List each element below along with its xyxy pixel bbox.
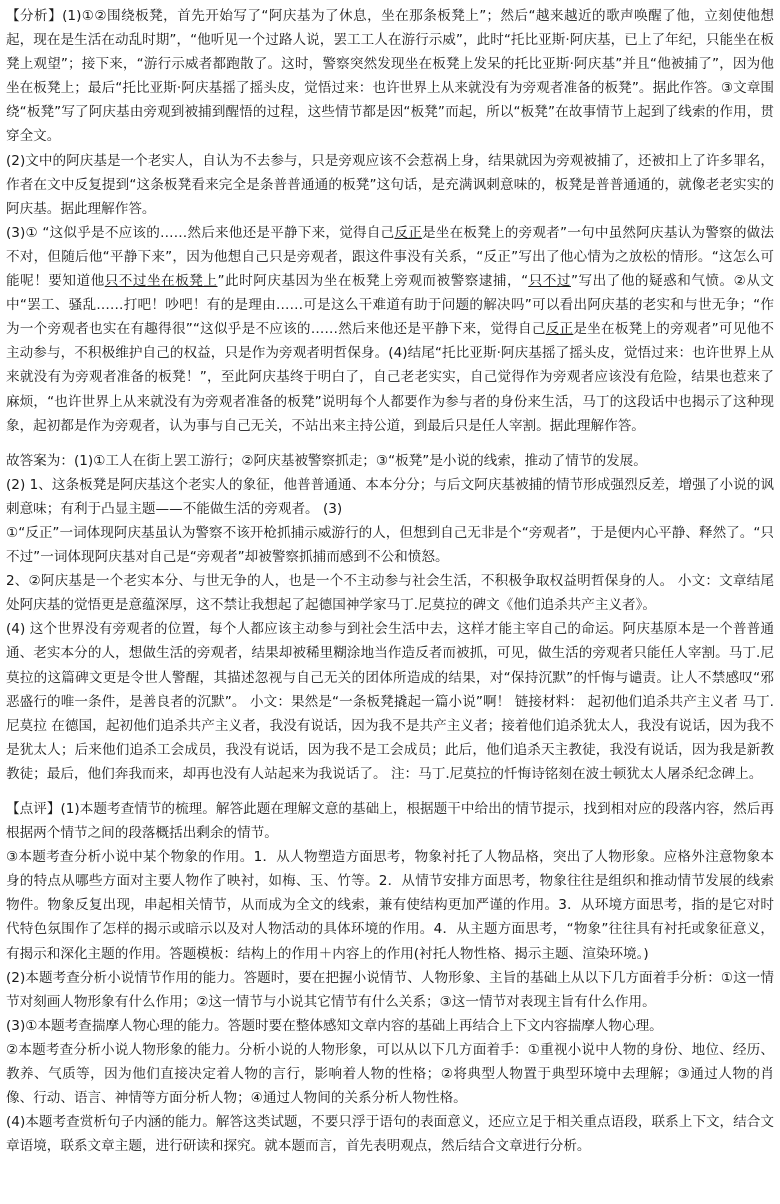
- analysis-paragraph-1: 【分析】(1)①②围绕板凳，首先开始写了“阿庆基为了休息，坐在那条板凳上”；然后“越来越近的歌声唤醒了他，立刻使他想起，现在是生活在动乱时期”，“他听见一个过路人说，罢工工人在游行示威”，此时“托比亚斯·阿庆基，已上了年纪，只能坐在板凳上观望”；接下来，“游行示威者都跑散了。这时，警察突然发现坐在板凳上发呆的托比亚斯·阿庆基”并且“他被捕了”，因为他坐在板凳上；最后“托比亚斯·阿庆基摇了摇头皮，觉悟过来：也许世界上从来就没有为旁观者准备的板凳”。据此作答。③文章围绕“板凳”写了阿庆基由旁观到被捕到醒悟的过程，这些情节都是因“板凳”而起，所以“板凳”在故事情节上起到了线索的作用，贯穿全文。: [6, 8, 774, 145]
- underlined-phrase: 只不过坐在板凳上: [104, 273, 218, 290]
- commentary-paragraph-1: 【点评】(1)本题考查情节的梳理。解答此题在理解文意的基础上，根据题干中给出的情节提示，找到相对应的段落内容，然后再根据两个情节之间的段落概括出剩余的情节。: [6, 801, 774, 842]
- answer-paragraph-2: (2) 1、这条板凳是阿庆基这个老实人的象征，他普普通通、本本分分；与后文阿庆基被捕的情节形成强烈反差，增强了小说的讽刺意味；有利于凸显主题——不能做生活的旁观者。 (3): [6, 476, 774, 517]
- underlined-word: 反正: [394, 224, 422, 241]
- text-segment: ”此时阿庆基因为坐在板凳上旁观而被警察逮捕，“: [217, 273, 529, 290]
- analysis-section: [6, 4, 774, 438]
- text-segment: (3)① “这似乎是不应该的……然后来他还是平静下来，觉得自己: [6, 224, 395, 241]
- text-segment: ”写出了他的疑惑和气愤。②从文中“罢工、骚乱……打吧！吵吧！有的是理由……可是这么干难道有助于问题的解决吗”可以看出阿庆基的老实和与世无争；“作为一个旁观者也实在有趣得很”“这似乎是不应该的……然后来他还是平静下来，觉得自己: [6, 273, 775, 338]
- commentary-paragraph-2: ③本题考查分析小说中某个物象的作用。1．从人物塑造方面思考，物象衬托了人物品格，突出了人物形象。应格外注意物象本身的特点从哪些方面对主要人物作了映衬，如梅、玉、竹等。2．从情节安排方面思考，物象往往是组织和推动情节发展的线索物件。物象反复出现，串起相关情节，从而成为全文的线索，兼有使结构更加严谨的作用。3．从环境方面思考，指的是它对时代特色氛围作了怎样的揭示或暗示以及对人物活动的具体环境的作用。4．从主题方面思考，“物象”往往具有衬托或象征意义，有揭示和深化主题的作用。答题模板：结构上的作用＋内容上的作用(衬托人物性格、揭示主题、渲染环境。): [6, 849, 774, 962]
- answer-section: [6, 449, 774, 786]
- text-segment: 是坐在板凳上的旁观者”可见他不主动参与，不积极维护自己的权益，只是作为旁观者明哲保身。(4)结尾“托比亚斯·阿庆基摇了摇头皮，觉悟过来：也许世界上从来就没有为旁观者准备的板凳！”，至此阿庆基终于明白了，自己老老实实，自己觉得作为旁观者应该没有危险，结果也惹来了麻烦，“也许世界上从来就没有为旁观者准备的板凳”说明每个人都要作为参与者的身份来生活，马丁的这段话中也揭示了这种现象，起初都是作为旁观者，认为事与自己无关，不站出来主持公道，到最后只是任人宰割。据此理解作答。: [6, 321, 775, 434]
- analysis-paragraph-3: [6, 221, 774, 438]
- answer-paragraph-1: 故答案为：(1)①工人在街上罢工游行；②阿庆基被警察抓走；③“板凳”是小说的线索，推动了情节的发展。: [6, 452, 647, 469]
- underlined-word: 反正: [545, 321, 574, 338]
- analysis-paragraph-2: (2)文中的阿庆基是一个老实人，自认为不去参与，只是旁观应该不会惹祸上身，结果就因为旁观被捕了，还被扣上了许多罪名，作者在文中反复提到“这条板凳看来完全是条普普通通的板凳”这句话，是充满讽刺意味的，板凳是普普通通的，就像老老实实的阿庆基。据此理解作答。: [6, 152, 774, 217]
- underlined-word: 只不过: [528, 273, 571, 290]
- answer-paragraph-5: (4) 这个世界没有旁观者的位置，每个人都应该主动参与到社会生活中去，这样才能主宰自己的命运。阿庆基原本是一个普普通通、老实本分的人，想做生活的旁观者，结果却被稀里糊涂地当作造反者而被抓，可见，做生活的旁观者只能任人宰割。马丁.尼莫拉的这篇碑文更是令世人警醒，其描述忽视与自己无关的团体所造成的结果，对“保持沉默”的忏悔与谴责。让人不禁感叹“邪恶盛行的唯一条件，是善良者的沉默”。 小文：果然是“一条板凳撬起一篇小说”啊！ 链接材料： 起初他们追杀共产主义者 马丁.尼莫拉 在德国，起初他们追杀共产主义者，我没有说话，因为我不是共产主义者；接着他们追杀犹太人，我没有说话，因为我不是犹太人；后来他们追杀工会成员，我没有说话，因为我不是工会成员；此后，他们追杀天主教徒，我没有说话，因为我是新教教徒；最后，他们奔我而来，却再也没有人站起来为我说话了。 注：马丁.尼莫拉的忏悔诗铭刻在波士顿犹太人屠杀纪念碑上。: [6, 621, 774, 782]
- commentary-paragraph-3: (2)本题考查分析小说情节作用的能力。答题时，要在把握小说情节、人物形象、主旨的基础上从以下几方面着手分析：①这一情节对刻画人物形象有什么作用；②这一情节与小说其它情节有什么关系；③这一情节对表现主旨有什么作用。: [6, 969, 774, 1010]
- answer-paragraph-3: ①“反正”一词体现阿庆基虽认为警察不该开枪抓捕示威游行的人，但想到自己无非是个“旁观者”，于是便内心平静、释然了。“只不过”一词体现阿庆基对自己是“旁观者”却被警察抓捕而感到不公和愤怒。: [6, 524, 774, 566]
- answer-paragraph-4: 2、②阿庆基是一个老实本分、与世无争的人，也是一个不主动参与社会生活，不积极争取权益明哲保身的人。 小文：文章结尾处阿庆基的觉悟更是意蕴深厚，这不禁让我想起了起德国神学家马丁.尼莫拉的碑文《他们追杀共产主义者》。: [6, 573, 774, 614]
- commentary-section: [6, 797, 774, 1158]
- text-segment: 是坐在板凳上的旁观者”一句中虽然阿庆基认为警察的做法不对，但随后他“平静下来”，因为他想自己只是旁观者，跟这件事没有关系，“反正”写出了他心情为之放松的情形。“这怎么可能呢！要知道他: [6, 224, 775, 290]
- commentary-paragraph-4: (3)①本题考查揣摩人物心理的能力。答题时要在整体感知文章内容的基础上再结合上下文内容揣摩人物心理。: [6, 1017, 663, 1034]
- commentary-paragraph-5: ②本题考查分析小说人物形象的能力。分析小说的人物形象，可以从以下几方面着手：①重视小说中人物的身份、地位、经历、教养、气质等，因为他们直接决定着人物的言行，影响着人物的性格；②将典型人物置于典型环境中去理解；③通过人物的肖像、行动、语言、神情等方面分析人物；④通过人物间的关系分析人物性格。: [6, 1041, 774, 1107]
- commentary-paragraph-6: (4)本题考查赏析句子内涵的能力。解答这类试题，不要只浮于语句的表面意义，还应立足于相关重点语段，联系上下文，结合文章语境，联系文章主题，进行研读和探究。就本题而言，首先表明观点，然后结合文章进行分析。: [6, 1114, 774, 1155]
